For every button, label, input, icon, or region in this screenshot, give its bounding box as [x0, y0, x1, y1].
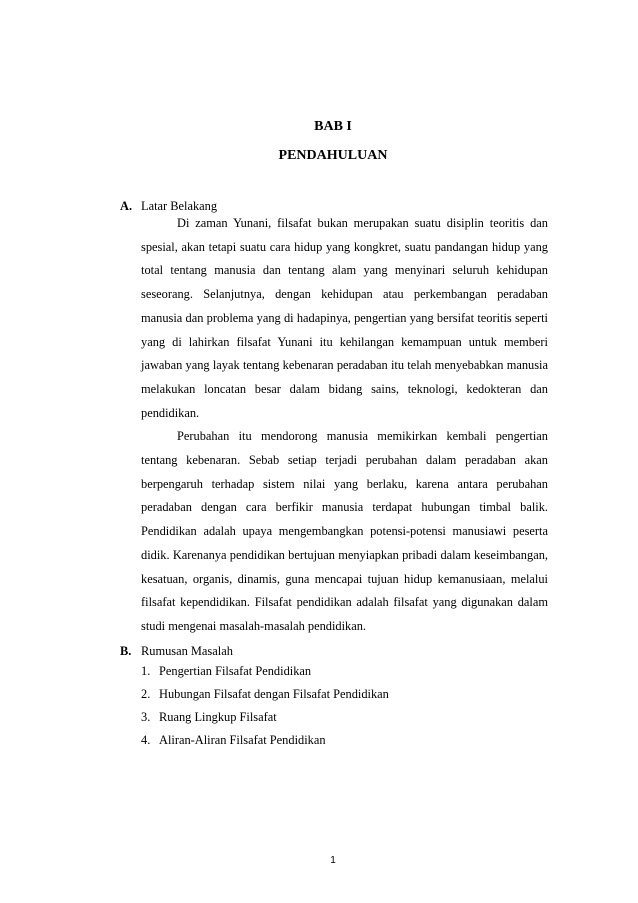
paragraph-1: Di zaman Yunani, filsafat bukan merupakan suatu disiplin teoritis dan spesial, akan tetapi suatu cara hidup yang kongkret, suatu pandangan hidup yang total tentang manusia dan tentang alam yang menyinari seluruh kehidupan seseorang. Selanjutnya, dengan kehidupan atau perkembangan peradaban manusia dan problema yang di hadapinya, pengertian yang bersifat teoritis seperti yang di lahirkan filsafat Yunani itu kehilangan kemampuan untuk memberi jawaban yang layak tentang kebenaran peradaban itu telah menyebabkan manusia melakukan loncatan besar dalam bidang sains, teknologi, kedokteran dan pendidikan. [141, 216, 548, 420]
section-b-heading [120, 643, 233, 659]
problem-list [141, 660, 389, 752]
section-b-letter: B. [120, 644, 132, 658]
section-a-letter: A. [120, 199, 133, 213]
list-item [141, 660, 389, 683]
list-item-text: Pengertian Filsafat Pendidikan [159, 664, 312, 678]
page-number: 1 [330, 855, 336, 866]
list-item-number: 4. [141, 733, 151, 747]
list-item-number: 2. [141, 687, 151, 701]
list-item-text: Hubungan Filsafat dengan Filsafat Pendidikan [159, 687, 389, 701]
list-item-text: Ruang Lingkup Filsafat [159, 710, 277, 724]
list-item [141, 683, 389, 706]
chapter-label: BAB I [314, 119, 352, 134]
section-a-title: Latar Belakang [141, 199, 218, 213]
section-b-title: Rumusan Masalah [141, 644, 233, 658]
list-item [141, 729, 389, 752]
list-item-number: 3. [141, 710, 151, 724]
section-a-body [141, 212, 548, 639]
chapter-title: PENDAHULUAN [278, 148, 388, 163]
list-item-number: 1. [141, 664, 151, 678]
list-item-text: Aliran-Aliran Filsafat Pendidikan [159, 733, 326, 747]
paragraph-2: Perubahan itu mendorong manusia memikirkan kembali pengertian tentang kebenaran. Sebab setiap terjadi perubahan dalam peradaban akan berpengaruh terhadap sistem nilai yang berlaku, karena antara perubahan peradaban dengan cara berfikir manusia terdapat hubungan timbal balik. Pendidikan adalah upaya mengembangkan potensi-potensi manusiawi peserta didik. Karenanya pendidikan bertujuan menyiapkan pribadi dalam keseimbangan, kesatuan, organis, dinamis, guna mencapai tujuan hidup kemanusiaan, melalui filsafat kependidikan. Filsafat pendidikan adalah filsafat yang digunakan dalam studi mengenai masalah-masalah pendidikan. [141, 429, 548, 633]
list-item [141, 706, 389, 729]
